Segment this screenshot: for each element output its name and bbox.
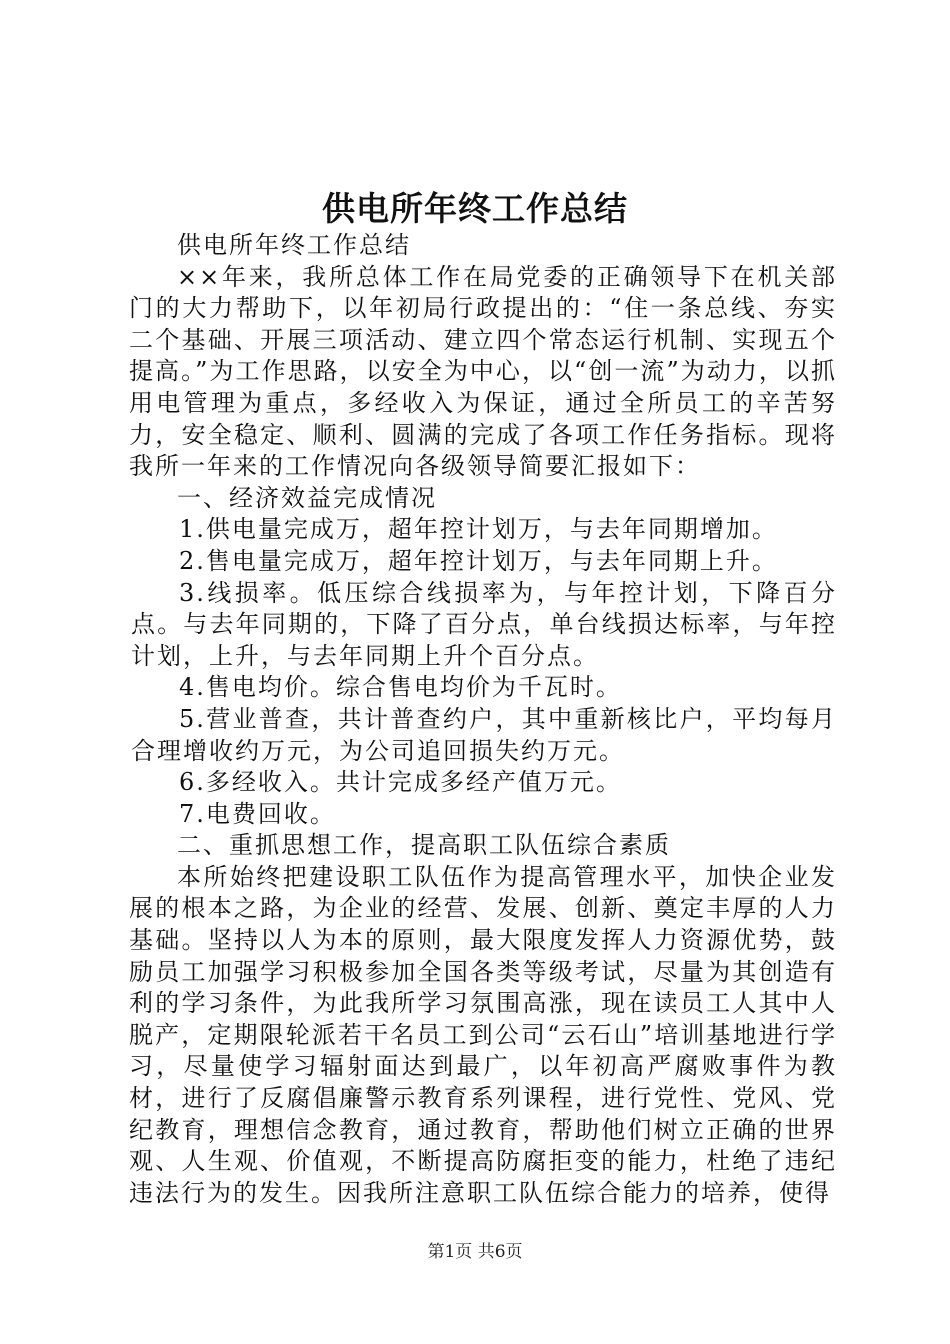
page-footer: 第1页 共6页 [427,1242,523,1262]
list-item: 1.供电量完成万，超年控计划万，与去年同期增加。 [179,515,778,544]
list-item: 6.多经收入。共计完成多经产值万元。 [179,768,622,797]
list-item: 5.营业普查，共计普查约户，其中重新核比户，平均每月合理增收约万元，为公司追回损失约万元。 [131,704,837,765]
document-title: 供电所年终工作总结 [322,189,628,228]
list-item: 2.售电量完成万，超年控计划万，与去年同期上升。 [179,546,778,575]
document-body [129,230,837,1209]
list-item: 4.售电均价。综合售电均价为千瓦时。 [179,673,622,702]
list-item: 3.线损率。低压综合线损率为，与年控计划，下降百分点。与去年同期的，下降了百分点，单台线损达标率，与年控计划，上升，与去年同期上升个百分点。 [131,578,837,670]
paragraph-subtitle: 供电所年终工作总结 [177,231,411,259]
paragraph-intro: ××年来，我所总体工作在局党委的正确领导下在机关部门的大力帮助下，以年初局行政提出的：“住一条总线、夯实二个基础、开展三项活动、建立四个常态运行机制、实现五个提高。”为工作思路，以安全为中心，以“创一流”为动力，以抓用电管理为重点，多经收入为保证，通过全所员工的辛苦努力，安全稳定、顺利、圆满的完成了各项工作任务指标。现将我所一年来的工作情况向各级领导简要汇报如下： [129,262,837,481]
list-item: 7.电费回收。 [179,799,336,828]
section-heading-staff: 二、重抓思想工作，提高职工队伍综合素质 [177,831,671,860]
paragraph-staff: 本所始终把建设职工队伍作为提高管理水平，加快企业发展的根本之路，为企业的经营、发展、创新、奠定丰厚的人力基础。坚持以人为本的原则，最大限度发挥人力资源优势，鼓励员工加强学习积极参加全国各类等级考试，尽量为其创造有利的学习条件，为此我所学习氛围高涨，现在读员工人其中人脱产，定期限轮派若干名员工到公司“云石山”培训基地进行学习，尽量使学习辐射面达到最广，以年初高严腐败事件为教材，进行了反腐倡廉警示教育系列课程，进行党性、党风、党纪教育，理想信念教育，通过教育，帮助他们树立正确的世界观、人生观、价值观，不断提高防腐拒变的能力，杜绝了违纪违法行为的发生。因我所注意职工队伍综合能力的培养，使得 [129,862,837,1207]
section-heading-economic: 一、经济效益完成情况 [177,483,437,512]
